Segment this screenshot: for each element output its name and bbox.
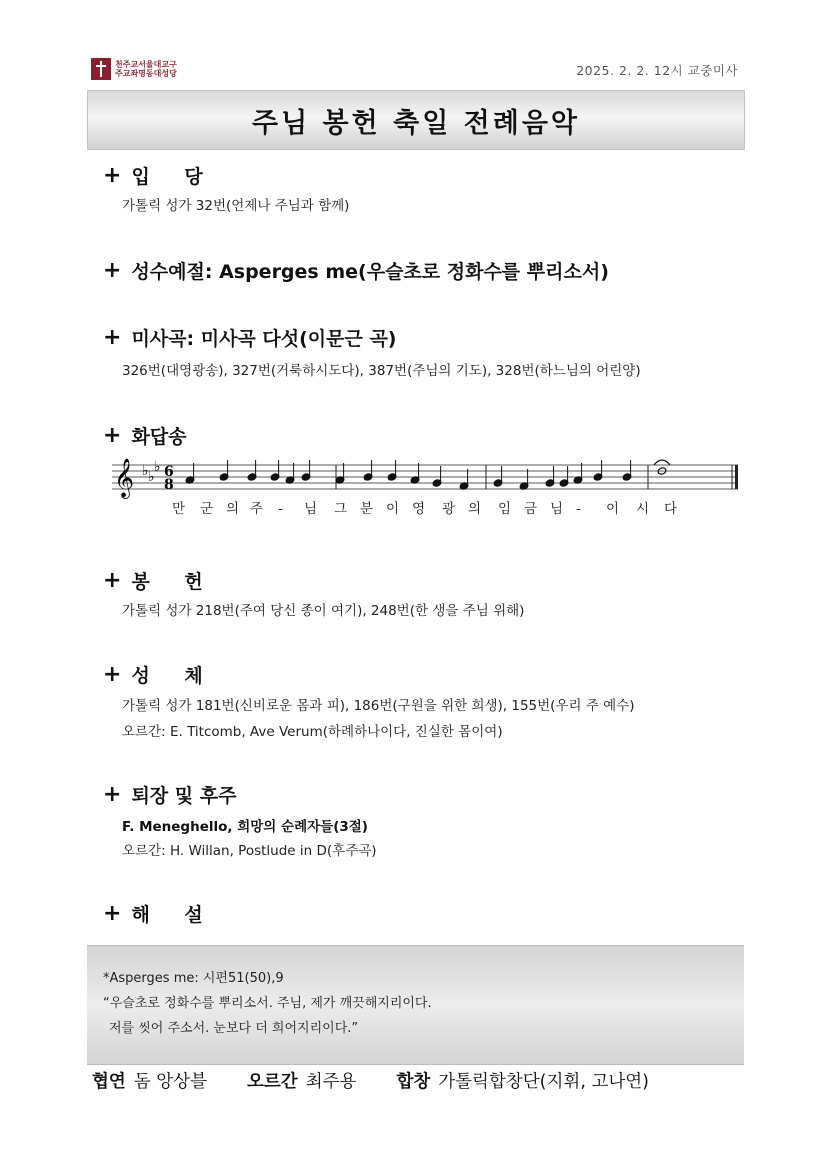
offertory-hymns: 가톨릭 성가 218번(주여 당신 종이 여기), 248번(한 생을 주님 위해) [122,603,525,619]
plus-icon: + [103,162,122,188]
note-text-1: “우슬초로 정화수를 뿌리소서. 주님, 제가 깨끗해지리이다. [103,996,432,1011]
lyric-syllable: 영 [412,501,426,517]
plus-icon: + [103,422,122,448]
lyric-syllable: 다 [664,501,678,517]
section-title-communion: 성 체 [131,665,217,687]
section-title-mass: 미사곡: 미사곡 다섯(이문근 곡) [131,328,397,350]
plus-icon: + [103,781,122,807]
recessional-organ: 오르간: H. Willan, Postlude in D(후주곡) [122,843,377,859]
plus-icon: + [103,900,122,926]
logo-line-2: 주교좌명동대성당 [115,69,177,78]
cross-logo-icon [91,58,111,80]
lyric-syllable: 주 [250,501,264,517]
section-entrance [103,162,217,189]
choir-label: 합창 [396,1072,431,1092]
lyric-syllable: 의 [468,501,482,517]
cathedral-logo [91,58,177,80]
staff-lines [112,465,738,489]
accompaniment-value: 돔 앙상블 [133,1072,207,1092]
lyric-syllable: 금 [524,501,538,517]
lyric-syllable: 군 [200,501,214,517]
plus-icon: + [103,324,122,350]
logo-text [115,60,177,78]
organ-label: 오르간 [247,1072,298,1092]
lyrics [172,500,677,517]
recessional-hymn: F. Meneghello, 희망의 순례자들(3절) [122,819,368,835]
note-text-2: 저를 씻어 주소서. 눈보다 더 희어지리이다.” [109,1021,359,1036]
plus-icon: + [103,661,122,687]
lyric-syllable: - [576,501,581,517]
title-banner [87,90,745,150]
communion-organ: 오르간: E. Titcomb, Ave Verum(하례하나이다, 진실한 몸이여) [122,724,503,740]
lyric-syllable: 만 [172,501,186,517]
section-offertory [103,567,217,594]
section-recessional [103,781,236,808]
performers-footer [92,1068,742,1093]
organ-value: 최주용 [305,1072,357,1092]
lyric-syllable: 님 [304,501,318,517]
lyric-syllable: 님 [550,501,564,517]
lyric-syllable: 의 [226,501,240,517]
section-psalm [103,422,187,449]
plus-icon: + [103,567,122,593]
commentary-box [87,945,744,1065]
section-communion [103,661,217,688]
section-mass [103,324,397,351]
page-title: 주님 봉헌 축일 전례음악 [251,107,581,139]
notes [185,460,670,490]
final-bar-line [735,465,738,489]
section-title-psalm: 화답송 [131,426,187,448]
lyric-syllable: 그 [334,501,348,517]
mass-parts: 326번(대영광송), 327번(거룩하시도다), 387번(주님의 기도), 328번(하느님의 어린양) [122,363,641,379]
lyric-syllable: - [278,501,283,517]
section-title-offertory: 봉 헌 [131,571,217,593]
entrance-hymn: 가톨릭 성가 32번(언제나 주님과 함께) [122,198,350,214]
plus-icon: + [103,257,122,283]
lyric-syllable: 임 [498,501,512,517]
lyric-syllable: 시 [636,501,650,517]
accompaniment-label: 협연 [92,1072,126,1092]
time-signature-top: 6 [164,464,174,480]
section-title-commentary: 해 설 [131,904,217,926]
flat-icon: ♭ [154,459,161,475]
note-reference: *Asperges me: 시편51(50),9 [103,971,284,986]
service-date: 2025. 2. 2. 12시 교중미사 [576,63,738,78]
lyric-syllable: 이 [606,501,620,517]
fermata-icon [654,460,670,465]
choir-value: 가톨릭합창단(지휘, 고나연) [438,1072,649,1092]
lyric-syllable: 광 [442,501,456,517]
treble-clef-icon: 𝄞 [114,458,135,498]
flat-icon: ♭ [142,463,149,479]
section-title-sprinkling: 성수예절: Asperges me(우슬초로 정화수를 뿌리소서) [131,261,609,283]
time-signature-bottom: 8 [164,477,174,493]
psalm-score [112,457,742,521]
lyric-syllable: 분 [360,501,374,517]
lyric-syllable: 이 [386,501,400,517]
section-title-recessional: 퇴장 및 후주 [131,785,237,807]
section-sprinkling [103,257,609,284]
logo-line-1: 천주교서울대교구 [115,60,177,69]
flat-icon: ♭ [148,469,155,485]
section-title-entrance: 입 당 [131,166,217,188]
section-commentary [103,900,217,927]
communion-hymns: 가톨릭 성가 181번(신비로운 몸과 피), 186번(구원을 위한 희생), 155번(우리 주 예수) [122,698,635,714]
